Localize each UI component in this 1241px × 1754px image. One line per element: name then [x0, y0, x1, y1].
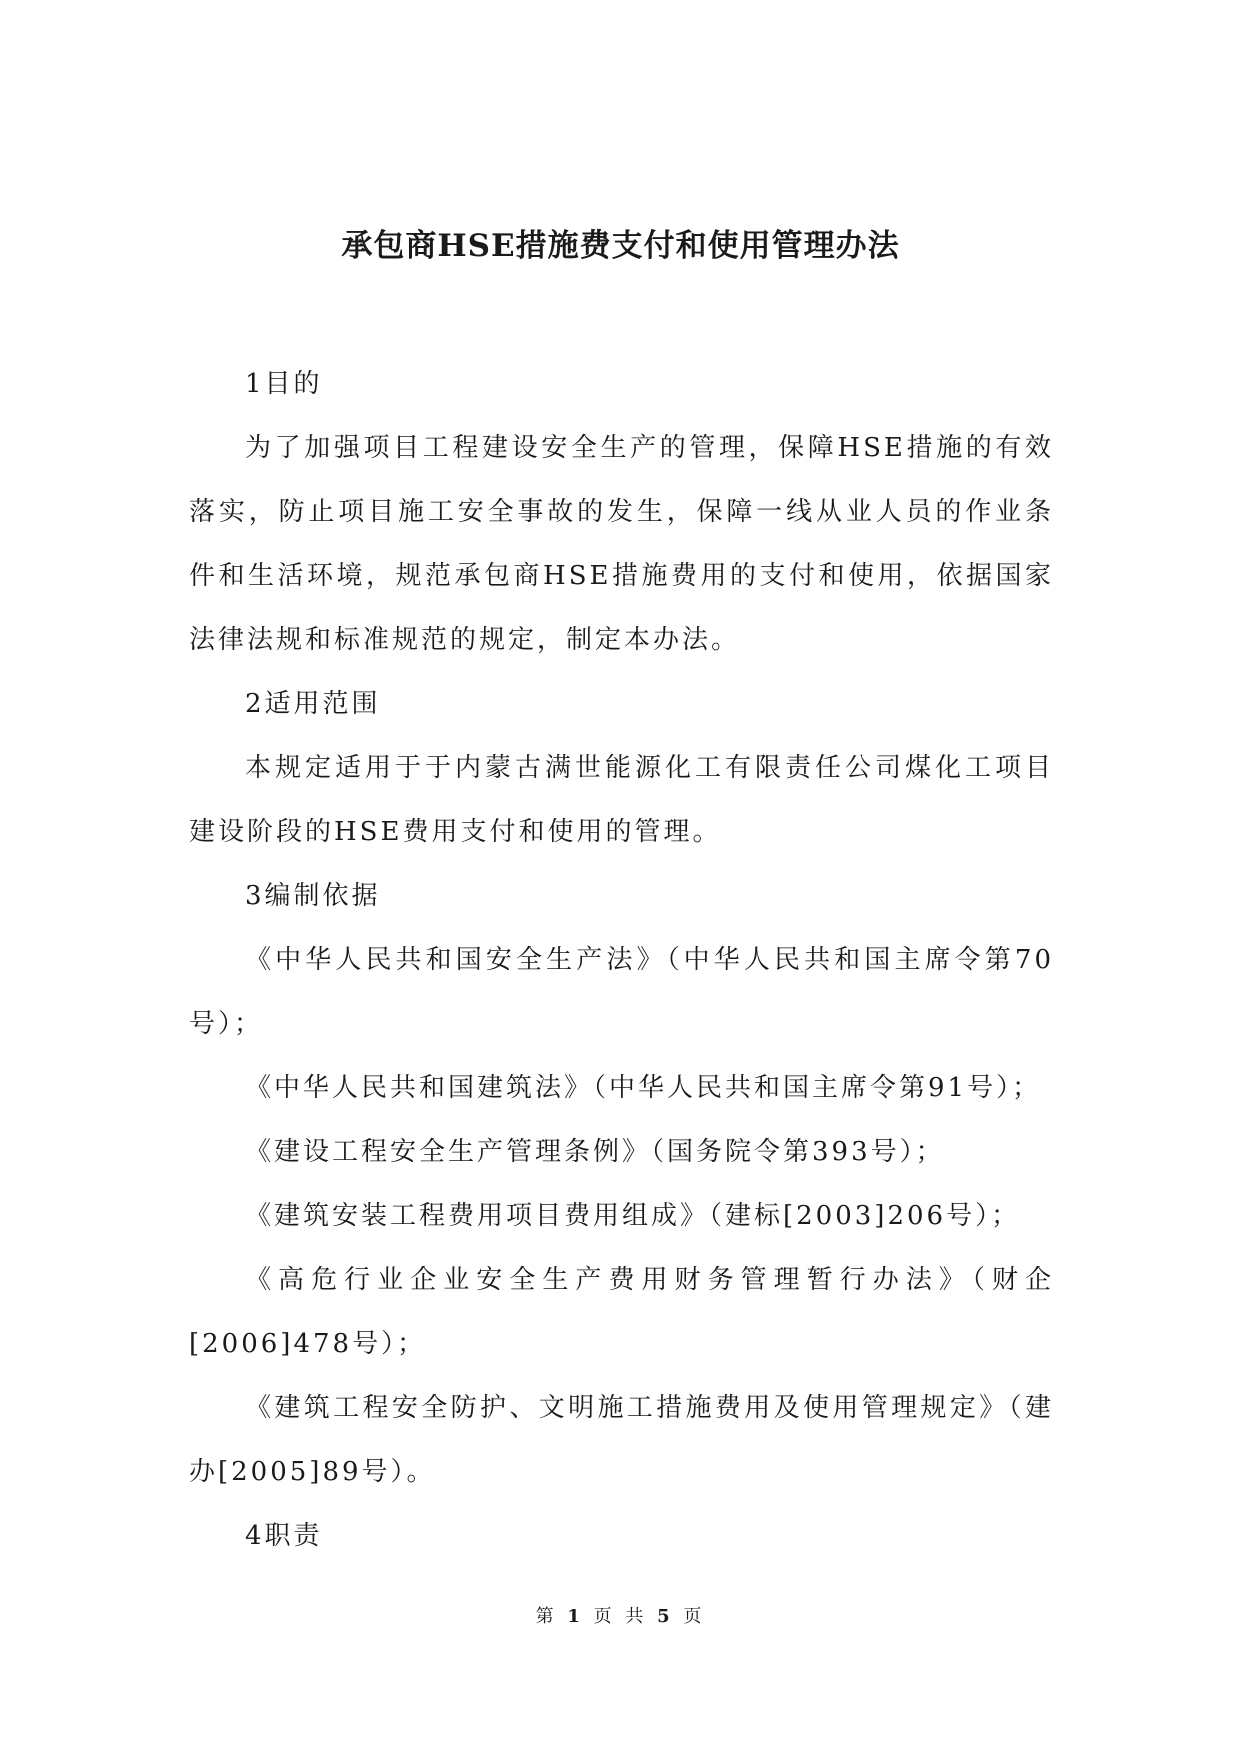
current-page-number: 1: [567, 1606, 584, 1627]
footer-prefix: 第: [535, 1606, 558, 1627]
reference-item: 《高危行业企业安全生产费用财务管理暂行办法》（财企[2006]478号）；: [189, 1265, 1054, 1359]
section-heading-purpose: 1目的: [245, 369, 323, 399]
paragraph-scope: 本规定适用于于内蒙古满世能源化工有限责任公司煤化工项目建设阶段的HSE费用支付和使用的管理。: [189, 753, 1054, 847]
total-pages-number: 5: [657, 1606, 674, 1627]
section-heading-scope: 2适用范围: [245, 689, 381, 719]
reference-item: 《建设工程安全生产管理条例》（国务院令第393号）；: [245, 1137, 945, 1167]
document-title: 承包商HSE措施费支付和使用管理办法: [341, 228, 900, 264]
reference-item: 《建筑安装工程费用项目费用组成》（建标[2003]206号）；: [245, 1201, 1021, 1231]
document-body: [189, 352, 1054, 1568]
reference-item: 《中华人民共和国建筑法》（中华人民共和国主席令第91号）；: [245, 1073, 1042, 1103]
section-heading-basis: 3编制依据: [245, 881, 381, 911]
page-footer: [0, 1605, 1241, 1629]
section-heading-duties: 4职责: [245, 1521, 323, 1551]
reference-item: 《建筑工程安全防护、文明施工措施费用及使用管理规定》（建办[2005]89号）。: [189, 1393, 1054, 1487]
reference-item: 《中华人民共和国安全生产法》（中华人民共和国主席令第70号）；: [189, 945, 1054, 1039]
paragraph-purpose: 为了加强项目工程建设安全生产的管理，保障HSE措施的有效落实，防止项目施工安全事故的发生，保障一线从业人员的作业条件和生活环境，规范承包商HSE措施费用的支付和使用，依据国家法律法规和标准规范的规定，制定本办法。: [189, 433, 1054, 655]
footer-suffix: 页: [683, 1606, 706, 1627]
footer-middle: 页 共: [593, 1606, 648, 1627]
